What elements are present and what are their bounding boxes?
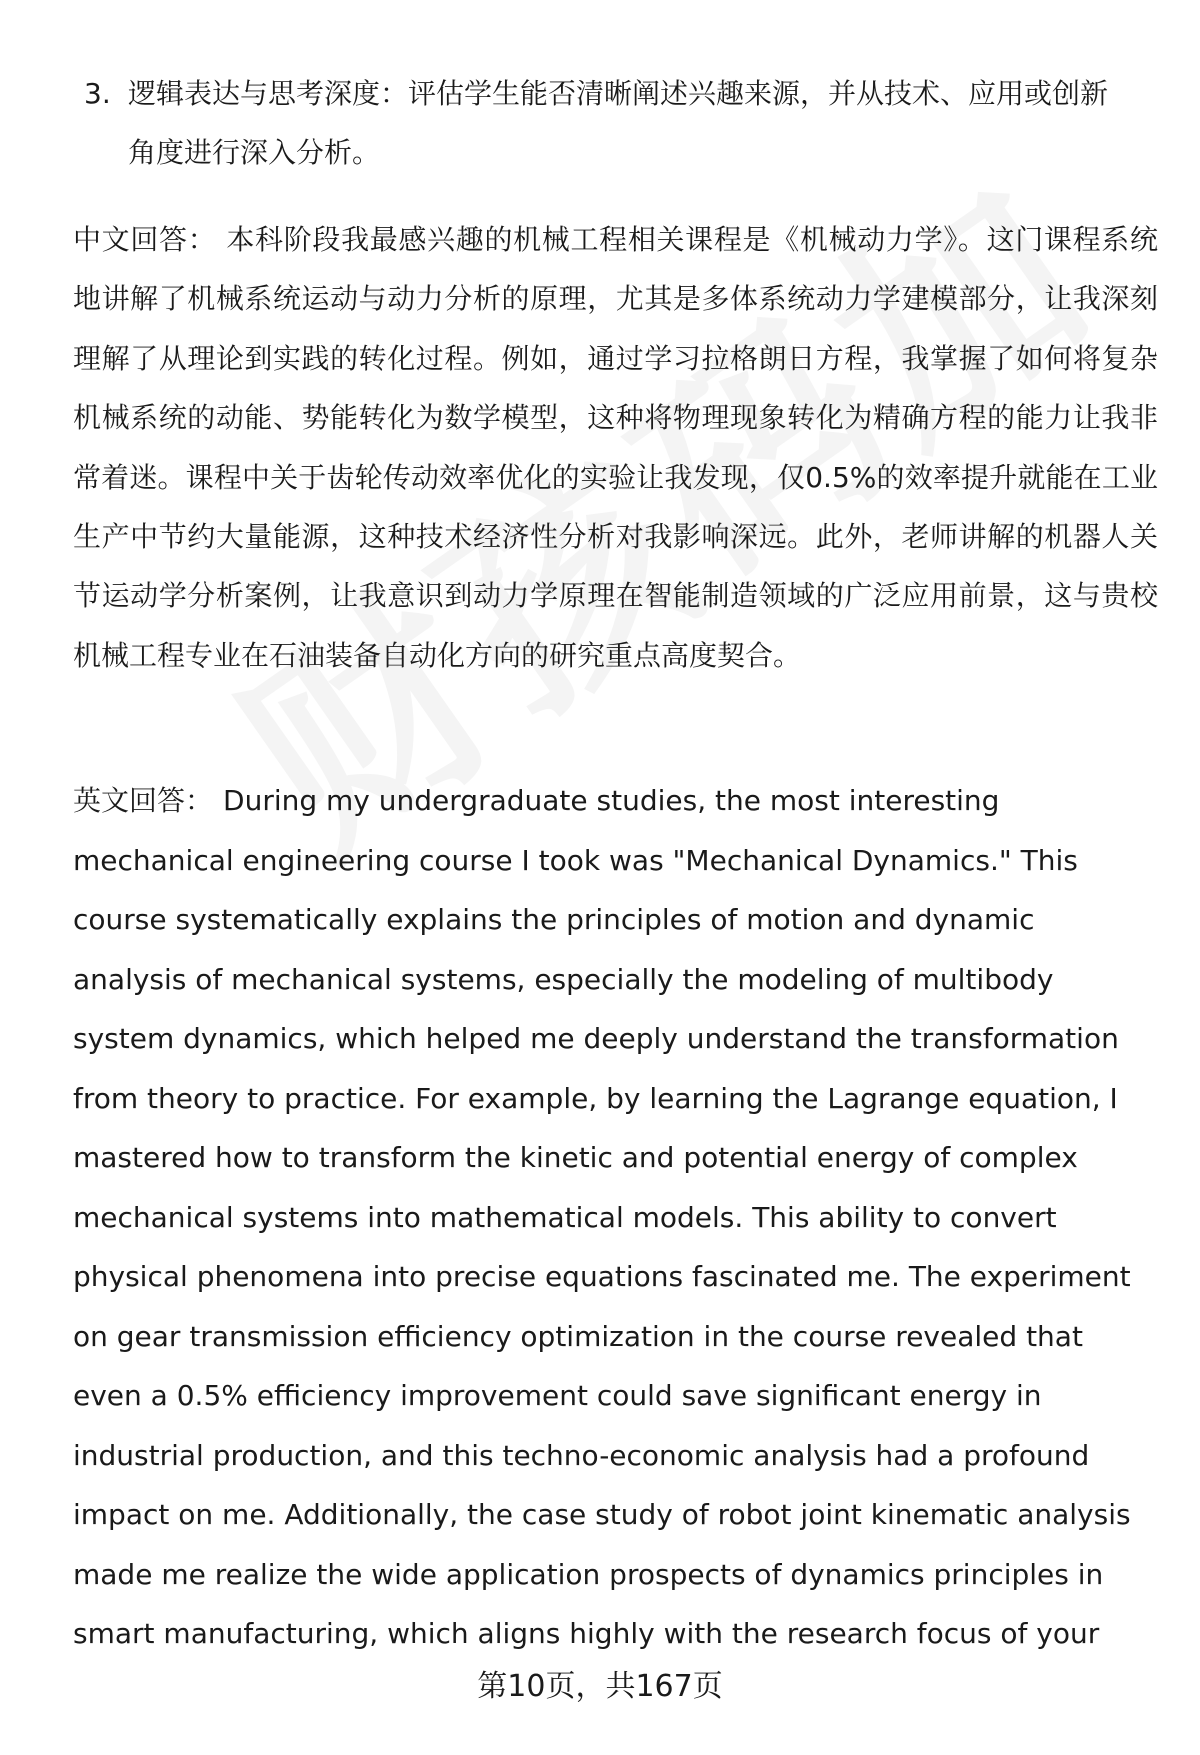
evaluation-criterion-3	[84, 64, 1144, 182]
page-footer	[0, 1667, 1200, 1707]
chinese-answer-paragraph	[73, 210, 1158, 685]
criterion-number: 3.	[84, 77, 111, 110]
chinese-answer-text: 本科阶段我最感兴趣的机械工程相关课程是《机械动力学》。这门课程系统地讲解了机械系统运动与动力分析的原理，尤其是多体系统动力学建模部分，让我深刻理解了从理论到实践的转化过程。例如，通过学习拉格朗日方程，我掌握了如何将复杂机械系统的动能、势能转化为数学模型，这种将物理现象转化为精确方程的能力让我非常着迷。课程中关于齿轮传动效率优化的实验让我发现，仅0.5%的效率提升就能在工业生产中节约大量能源，这种技术经济性分析对我影响深远。此外，老师讲解的机器人关节运动学分析案例，让我意识到动力学原理在智能制造领域的广泛应用前景，这与贵校机械工程专业在石油装备自动化方向的研究重点高度契合。	[73, 223, 1158, 672]
chinese-answer-label: 中文回答：	[73, 223, 217, 256]
english-answer-text: During my undergraduate studies, the most interesting mechanical engineering course I took was "Mechanical Dynamics." This course systematically explains the principles of motion and dynamic analysis of mechanical systems, especially the modeling of multibody system dynamics, which helped me deeply understand the transformation from theory to practice. For example, by learning the Lagrange equation, I mastered how to transform the kinetic and potential energy of complex mechanical systems into mathematical models. This ability to convert physical phenomena into precise equations fascinated me. The experiment on gear transmission efficiency optimization in the course revealed that even a 0.5% efficiency improvement could save significant energy in industrial production, and this techno-economic analysis had a profound impact on me. Additionally, the case study of robot joint kinematic analysis made me realize the wide application prospects of dynamics principles in smart manufacturing, which aligns highly with the research focus of your	[73, 784, 1131, 1650]
english-answer-paragraph	[73, 771, 1153, 1664]
page-number: 第10页，共167页	[477, 1669, 723, 1704]
criterion-text: 逻辑表达与思考深度：评估学生能否清晰阐述兴趣来源，并从技术、应用或创新角度进行深入分析。	[128, 77, 1109, 169]
english-answer-label: 英文回答：	[73, 784, 214, 817]
